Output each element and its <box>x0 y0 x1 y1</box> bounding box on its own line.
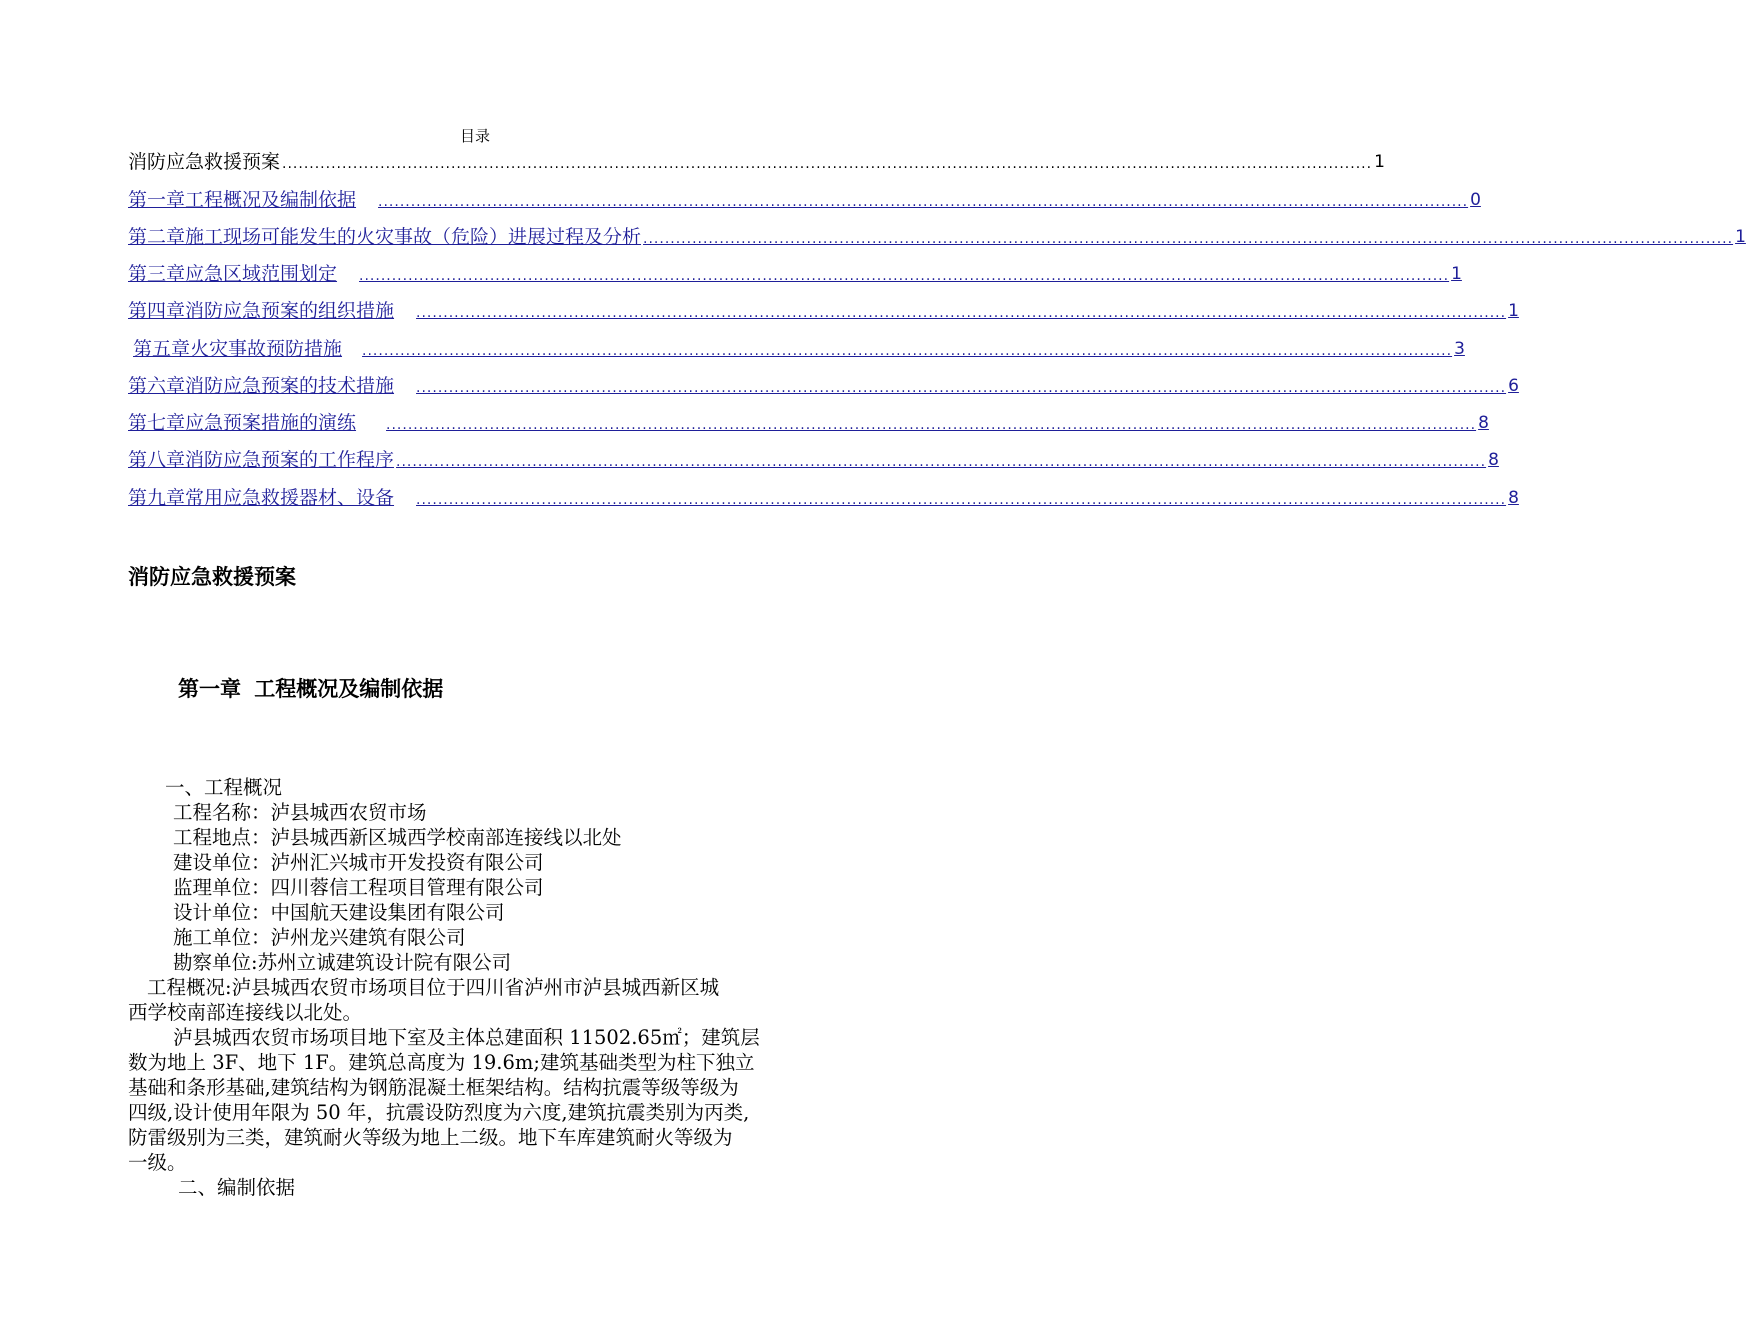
paragraph-line: 四级,设计使用年限为 50 年，抗震设防烈度为六度,建筑抗震类别为丙类, <box>128 1101 750 1124</box>
toc-entry-page-number: 8 <box>1488 450 1499 470</box>
toc-entry-title: 消防应急预案的组织措施 <box>185 300 395 322</box>
project-info-line: 施工单位：泸州龙兴建筑有限公司 <box>173 926 466 949</box>
toc-entry-title: 施工现场可能发生的火灾事故（危险）进展过程及分析 <box>185 226 642 248</box>
toc-entry[interactable] <box>128 372 1519 398</box>
toc-entry-page-number: 8 <box>1478 413 1489 433</box>
section-heading-overview: 一、工程概况 <box>165 776 283 799</box>
toc-entry-page-number: 3 <box>1454 339 1465 359</box>
toc-entry-title: 应急预案措施的演练 <box>185 412 357 434</box>
toc-entry[interactable] <box>128 446 1499 472</box>
toc-leader-dots: ........................................................................................................................................................................................................ <box>362 343 1453 359</box>
toc-entry-title: 消防应急预案的工作程序 <box>185 449 395 471</box>
paragraph-line: 一级。 <box>128 1151 187 1174</box>
toc-entry[interactable] <box>128 409 1489 435</box>
toc-entry-title: 常用应急救援器材、设备 <box>185 487 395 509</box>
overview-text-line: 工程概况:泸县城西农贸市场项目位于四川省泸州市泸县城西新区城 <box>147 976 720 999</box>
toc-entry-page-number: 1 <box>1735 227 1746 247</box>
toc-leader-dots: ........................................................................................................................................................................................................ <box>396 454 1487 470</box>
paragraph-line: 泸县城西农贸市场项目地下室及主体总建面积 11502.65㎡；建筑层 <box>173 1026 760 1049</box>
paragraph-line: 基础和条形基础,建筑结构为钢筋混凝土框架结构。结构抗震等级等级为 <box>128 1076 739 1099</box>
project-info-line: 工程名称：泸县城西农贸市场 <box>173 801 427 824</box>
toc-entry-chapter-number: 第九章 <box>128 487 186 509</box>
toc-entry <box>128 148 1385 174</box>
toc-entry-chapter-number: 第四章 <box>128 300 186 322</box>
toc-entry-page-number: 1 <box>1451 264 1462 284</box>
project-info-line: 工程地点：泸县城西新区城西学校南部连接线以北处 <box>173 826 622 849</box>
toc-entry-chapter-number: 第八章 <box>128 449 186 471</box>
toc-entry-chapter-number: 第七章 <box>128 412 186 434</box>
toc-entry[interactable] <box>133 335 1465 361</box>
toc-entry-page-number: 8 <box>1508 488 1519 508</box>
toc-entry-chapter-number: 第六章 <box>128 375 186 397</box>
toc-entry[interactable] <box>128 260 1462 286</box>
toc-entry-chapter-number: 第五章 <box>133 338 191 360</box>
section-heading-basis: 二、编制依据 <box>178 1176 296 1199</box>
toc-leader-dots: ........................................................................................................................................................................................................ <box>643 231 1734 247</box>
project-info-line: 设计单位：中国航天建设集团有限公司 <box>173 901 505 924</box>
toc-entry-title: 应急区域范围划定 <box>185 263 338 285</box>
paragraph-line: 数为地上 3F、地下 1F。建筑总高度为 19.6m;建筑基础类型为柱下独立 <box>128 1051 755 1074</box>
document-heading: 消防应急救援预案 <box>128 565 296 589</box>
toc-entry-chapter-number: 第二章 <box>128 226 186 248</box>
toc-entry-title: 工程概况及编制依据 <box>185 189 357 211</box>
toc-leader-dots: ........................................................................................................................................................................................................ <box>416 492 1507 508</box>
toc-leader-dots: ........................................................................................................................................................................................................ <box>416 305 1507 321</box>
toc-leader-dots: ........................................................................................................................................................................................................ <box>416 380 1507 396</box>
toc-leader-dots: ........................................................................................................................................................................................................ <box>282 156 1373 172</box>
toc-entry-chapter-number: 第三章 <box>128 263 186 285</box>
toc-leader-dots: ........................................................................................................................................................................................................ <box>359 268 1450 284</box>
project-info-line: 监理单位：四川蓉信工程项目管理有限公司 <box>173 876 544 899</box>
toc-entry[interactable] <box>128 297 1519 323</box>
toc-entry-page-number: 0 <box>1470 190 1481 210</box>
toc-entry-title: 消防应急预案的技术措施 <box>185 375 395 397</box>
project-info-line: 建设单位：泸州汇兴城市开发投资有限公司 <box>173 851 544 874</box>
paragraph-line: 防雷级别为三类，建筑耐火等级为地上二级。地下车库建筑耐火等级为 <box>128 1126 733 1149</box>
toc-entry[interactable] <box>128 186 1481 212</box>
overview-text-line: 西学校南部连接线以北处。 <box>128 1001 363 1024</box>
toc-leader-dots: ........................................................................................................................................................................................................ <box>386 417 1477 433</box>
toc-entry-chapter-number: 第一章 <box>128 189 186 211</box>
toc-entry[interactable] <box>128 223 1746 249</box>
toc-title: 目录 <box>459 127 490 145</box>
toc-entry-page-number: 1 <box>1508 301 1519 321</box>
toc-entry-page-number: 1 <box>1374 152 1385 172</box>
toc-entry-page-number: 6 <box>1508 376 1519 396</box>
toc-entry[interactable] <box>128 484 1519 510</box>
toc-leader-dots: ........................................................................................................................................................................................................ <box>378 194 1469 210</box>
toc-entry-title: 消防应急救援预案 <box>128 151 281 173</box>
toc-entry-title: 火灾事故预防措施 <box>190 338 343 360</box>
project-info-line: 勘察单位:苏州立诚建筑设计院有限公司 <box>173 951 512 974</box>
chapter-1-heading: 第一章 工程概况及编制依据 <box>178 677 444 701</box>
